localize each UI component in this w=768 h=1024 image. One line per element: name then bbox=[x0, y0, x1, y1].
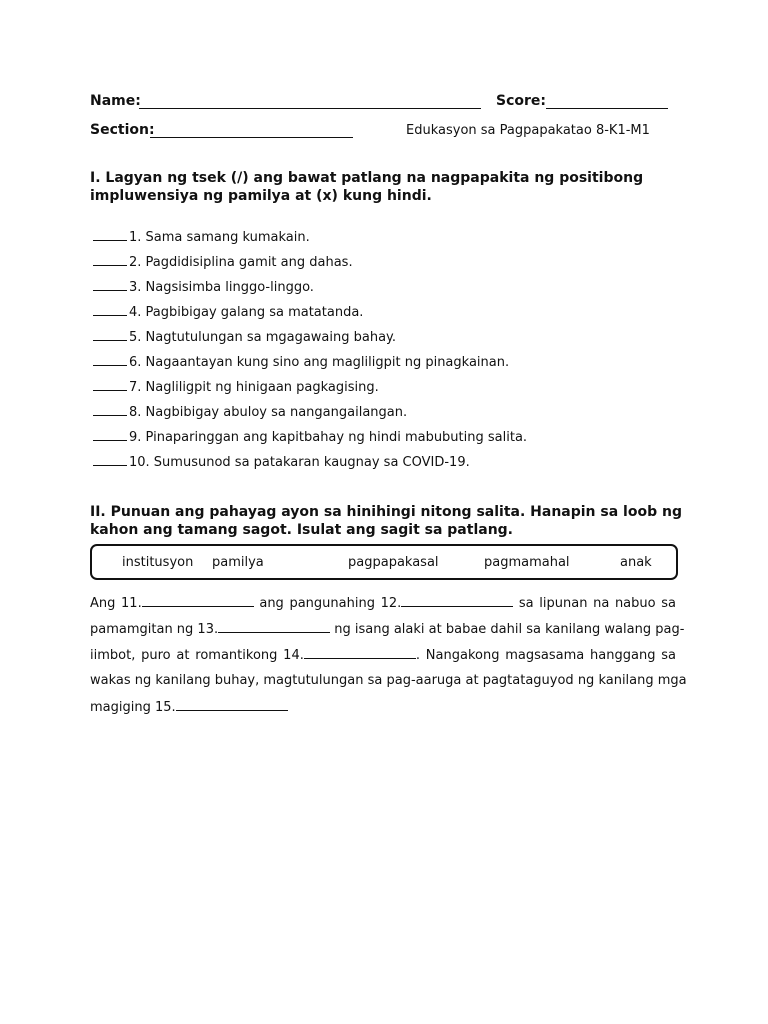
paragraph-line: iimbot, puro at romantikong 14. . Nangakong magsasama hanggang sa bbox=[90, 648, 676, 663]
word-bank-item: anak bbox=[620, 555, 652, 570]
word-bank-box bbox=[90, 544, 678, 580]
list-item: 2. Pagdidisiplina gamit ang dahas. bbox=[93, 254, 353, 271]
score-label: Score: bbox=[496, 93, 546, 109]
list-item: 10. Sumusunod sa patakaran kaugnay sa COVID-19. bbox=[93, 454, 470, 471]
answer-blank bbox=[93, 329, 127, 341]
answer-blank bbox=[93, 429, 127, 441]
answer-blank bbox=[93, 354, 127, 366]
list-item: 4. Pagbibigay galang sa matatanda. bbox=[93, 304, 363, 321]
paragraph-line: Ang 11. ang pangunahing 12. sa lipunan na nabuo sa bbox=[90, 596, 676, 611]
answer-blank-14 bbox=[304, 647, 416, 659]
subject-title: Edukasyon sa Pagpapakatao 8-K1-M1 bbox=[406, 123, 650, 138]
answer-blank bbox=[93, 379, 127, 391]
part1-instruction: I. Lagyan ng tsek (/) ang bawat patlang na nagpapakita ng positibong impluwensiya ng pamilya at (x) kung hindi. bbox=[90, 170, 644, 204]
paragraph-line: pamamgitan ng 13. ng isang alaki at babae dahil sa kanilang walang pag- bbox=[90, 622, 685, 637]
answer-blank bbox=[93, 279, 127, 291]
answer-blank-13 bbox=[218, 621, 330, 633]
answer-blank bbox=[93, 304, 127, 316]
list-item: 3. Nagsisimba linggo-linggo. bbox=[93, 279, 314, 296]
answer-blank-12 bbox=[401, 595, 513, 607]
list-item: 6. Nagaantayan kung sino ang magliligpit ng pinagkainan. bbox=[93, 354, 509, 371]
list-item: 9. Pinaparinggan ang kapitbahay ng hindi mabubuting salita. bbox=[93, 429, 527, 446]
word-bank-item: pagpapakasal bbox=[348, 555, 439, 570]
answer-blank bbox=[93, 454, 127, 466]
answer-blank-11 bbox=[142, 595, 254, 607]
score-line bbox=[546, 108, 668, 109]
word-bank-item: institusyon bbox=[122, 555, 194, 570]
list-item: 1. Sama samang kumakain. bbox=[93, 229, 310, 246]
answer-blank bbox=[93, 254, 127, 266]
list-item: 5. Nagtutulungan sa mgagawaing bahay. bbox=[93, 329, 396, 346]
word-bank-item: pamilya bbox=[212, 555, 264, 570]
word-bank-item: pagmamahal bbox=[484, 555, 570, 570]
name-label: Name: bbox=[90, 93, 141, 109]
section-label: Section: bbox=[90, 122, 155, 138]
list-item: 7. Nagliligpit ng hinigaan pagkagising. bbox=[93, 379, 379, 396]
list-item: 8. Nagbibigay abuloy sa nangangailangan. bbox=[93, 404, 407, 421]
paragraph-line: magiging 15. bbox=[90, 699, 676, 715]
paragraph-line: wakas ng kanilang buhay, magtutulungan sa pag-aaruga at pagtataguyod ng kanilang mga bbox=[90, 673, 687, 688]
answer-blank bbox=[93, 404, 127, 416]
section-line bbox=[150, 137, 353, 138]
answer-blank-15 bbox=[176, 699, 288, 711]
name-line bbox=[139, 108, 481, 109]
part2-instruction: II. Punuan ang pahayag ayon sa hinihingi nitong salita. Hanapin sa loob ng kahon ang tamang sagot. Isulat ang sagit sa patlang. bbox=[90, 504, 682, 538]
answer-blank bbox=[93, 229, 127, 241]
